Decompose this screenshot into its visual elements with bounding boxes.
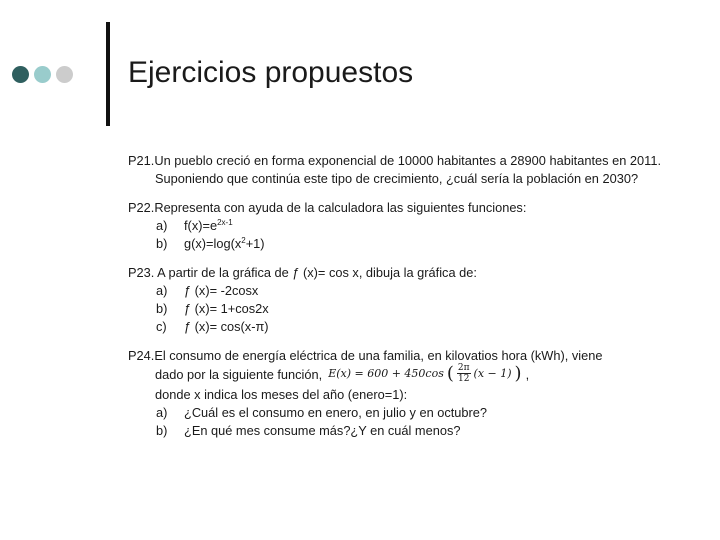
item-text: ¿En qué mes consume más?¿Y en cuál menos? — [184, 423, 461, 438]
problem-text: P21.Un pueblo creció en forma exponencial de 10000 habitantes a 28900 habitantes en 2011. Suponiendo que continúa este tipo de crecimiento, ¿cuál sería la población en 2030? — [128, 153, 661, 186]
item-text — [184, 235, 265, 253]
exercise-list — [128, 152, 661, 451]
expr-tail: +1) — [245, 236, 265, 251]
item-label: b) — [156, 236, 168, 251]
line-text: dado por la siguiente función, — [155, 366, 323, 382]
fraction-numerator: 2π — [457, 363, 470, 373]
fraction-denominator: 12 — [457, 374, 470, 384]
formula-rhs: (x − 1) — [473, 366, 512, 380]
energy-formula — [328, 363, 521, 384]
formula-fraction — [457, 363, 471, 384]
item-label: a) — [156, 283, 168, 298]
item-label: c) — [156, 319, 167, 334]
dot-teal — [34, 66, 51, 83]
paren-open: ( — [446, 362, 454, 384]
slide-bullet-dots — [12, 66, 73, 83]
problem-intro: P23. A partir de la gráfica de ƒ (x)= cos x, dibuja la gráfica de: — [128, 265, 477, 280]
problem-p21 — [128, 152, 661, 188]
title-divider — [106, 22, 110, 126]
list-item — [128, 282, 661, 300]
problem-p23 — [128, 264, 661, 336]
item-text: ƒ (x)= 1+cos2x — [184, 301, 269, 316]
expr-base: g(x)=log(x — [184, 236, 242, 251]
dot-gray — [56, 66, 73, 83]
expr-exponent: 2x-1 — [217, 218, 233, 227]
paren-close: ) — [514, 362, 522, 384]
list-item — [128, 404, 661, 422]
item-text — [184, 217, 233, 235]
problem-intro: P22.Representa con ayuda de la calculadora las siguientes funciones: — [128, 200, 527, 215]
item-label: b) — [156, 301, 168, 316]
problem-p22 — [128, 199, 661, 253]
list-item — [128, 235, 661, 253]
list-item — [128, 422, 661, 440]
item-text: ¿Cuál es el consumo en enero, en julio y en octubre? — [184, 405, 488, 420]
expr-base: f(x)=e — [184, 218, 218, 233]
expr-exponent: 2 — [241, 236, 246, 245]
list-item — [128, 300, 661, 318]
item-text: ƒ (x)= cos(x-π) — [184, 319, 269, 334]
list-item — [128, 217, 661, 235]
item-label: a) — [156, 218, 168, 233]
line-punctuation: , — [525, 366, 530, 382]
dot-dark — [12, 66, 29, 83]
problem-intro: P24.El consumo de energía eléctrica de una familia, en kilovatios hora (kWh), viene — [128, 348, 603, 363]
problem-line: donde x indica los meses del año (enero=1): — [155, 387, 408, 402]
item-label: a) — [156, 405, 168, 420]
problem-p24 — [128, 347, 661, 440]
problem-line — [128, 362, 661, 386]
formula-lhs: E(x) = 600 + 450cos — [328, 366, 444, 380]
item-text: ƒ (x)= -2cosx — [184, 283, 259, 298]
list-item — [128, 318, 661, 336]
page-title: Ejercicios propuestos — [128, 56, 414, 89]
item-label: b) — [156, 423, 168, 438]
